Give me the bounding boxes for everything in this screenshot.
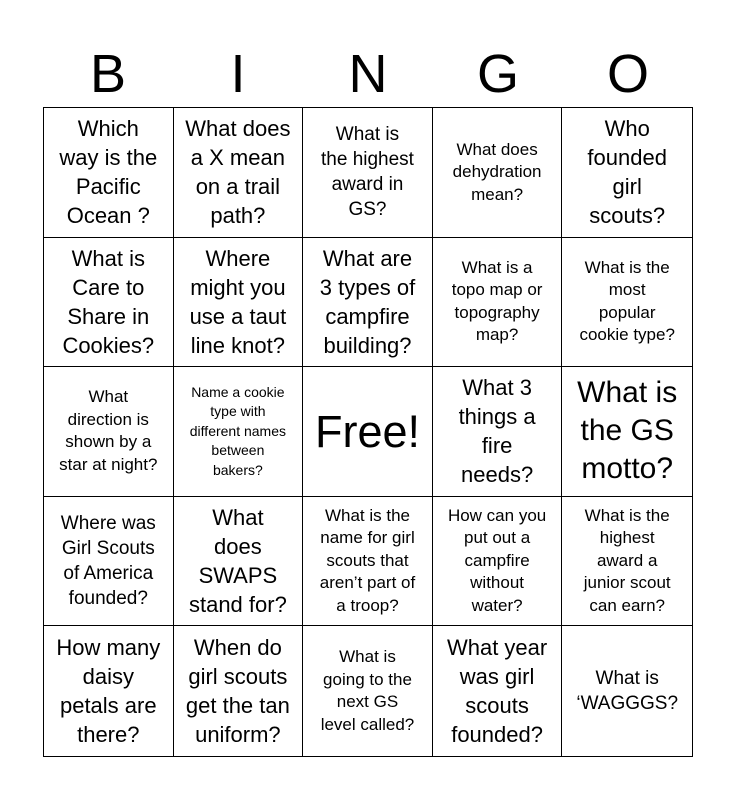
header-letter-i: I: [230, 44, 246, 104]
cell-text: What is the highest award a junior scout can earn?: [583, 505, 671, 615]
bingo-cell-r2-c1[interactable]: [44, 238, 174, 368]
bingo-cell-r5-c3[interactable]: [303, 626, 433, 756]
bingo-cell-r1-c5[interactable]: [562, 108, 692, 238]
cell-text: Where might you use a taut line knot?: [189, 245, 287, 358]
header-letter-g: G: [476, 44, 519, 104]
cell-text: How many daisy petals are there?: [56, 635, 161, 748]
free-space-label: Free!: [314, 405, 420, 457]
header-letter-n: N: [348, 44, 388, 104]
bingo-header: [43, 42, 693, 106]
cell-text: What 3 things a fire needs?: [458, 375, 536, 488]
bingo-cell-r5-c1[interactable]: [44, 626, 174, 756]
header-letter-o: O: [606, 44, 649, 104]
cell-text: Where was Girl Scouts of America founded?: [60, 513, 156, 610]
cell-text: What is going to the next GS level called?: [320, 647, 415, 734]
cell-text: What does dehydration mean?: [452, 139, 542, 204]
bingo-cell-r3-c5[interactable]: [562, 367, 692, 497]
header-letter-b: B: [89, 44, 127, 104]
bingo-cell-r3-c4[interactable]: [433, 367, 563, 497]
bingo-cell-r4-c4[interactable]: [433, 497, 563, 627]
bingo-cell-r5-c2[interactable]: [174, 626, 304, 756]
cell-text: What is the most popular cookie type?: [579, 257, 675, 345]
cell-text: How can you put out a campfire without water?: [447, 505, 547, 615]
cell-text: What does SWAPS stand for?: [188, 505, 287, 618]
bingo-cell-r4-c3[interactable]: [303, 497, 433, 627]
bingo-cell-r3-c1[interactable]: [44, 367, 174, 497]
bingo-cell-r5-c4[interactable]: [433, 626, 563, 756]
bingo-cell-r1-c1[interactable]: [44, 108, 174, 238]
bingo-cell-r1-c2[interactable]: [174, 108, 304, 238]
cell-text: What is ‘WAGGGS?: [576, 668, 679, 715]
bingo-cell-r3-c2[interactable]: [174, 367, 304, 497]
cell-text: Which way is the Pacific Ocean ?: [59, 116, 158, 229]
cell-text: What is Care to Share in Cookies?: [62, 245, 155, 358]
bingo-cell-r1-c4[interactable]: [433, 108, 563, 238]
bingo-cell-r2-c2[interactable]: [174, 238, 304, 368]
cell-text: What direction is shown by a star at night?: [59, 387, 158, 474]
bingo-cell-r5-c5[interactable]: [562, 626, 692, 756]
cell-text: When do girl scouts get the tan uniform?: [185, 635, 290, 748]
bingo-cell-r3-c3-free[interactable]: [303, 367, 433, 497]
cell-text: What is the GS motto?: [577, 376, 678, 486]
cell-text: What does a X mean on a trail path?: [185, 116, 291, 229]
bingo-cell-r2-c4[interactable]: [433, 238, 563, 368]
cell-text: What is a topo map or topography map?: [451, 257, 543, 345]
cell-text: What is the name for girl scouts that aren’t part of a troop?: [319, 505, 416, 615]
bingo-cell-r4-c2[interactable]: [174, 497, 304, 627]
cell-text: Who founded girl scouts?: [587, 116, 667, 229]
cell-text: What are 3 types of campfire building?: [319, 245, 416, 358]
bingo-cell-r4-c5[interactable]: [562, 497, 692, 627]
cell-text: Name a cookie type with different names between bakers?: [189, 383, 287, 478]
bingo-cell-r2-c5[interactable]: [562, 238, 692, 368]
bingo-cell-r1-c3[interactable]: [303, 108, 433, 238]
bingo-cell-r4-c1[interactable]: [44, 497, 174, 627]
cell-text: What year was girl scouts founded?: [446, 635, 548, 748]
bingo-cell-r2-c3[interactable]: [303, 238, 433, 368]
bingo-board: [43, 107, 693, 757]
cell-text: What is the highest award in GS?: [321, 124, 414, 221]
